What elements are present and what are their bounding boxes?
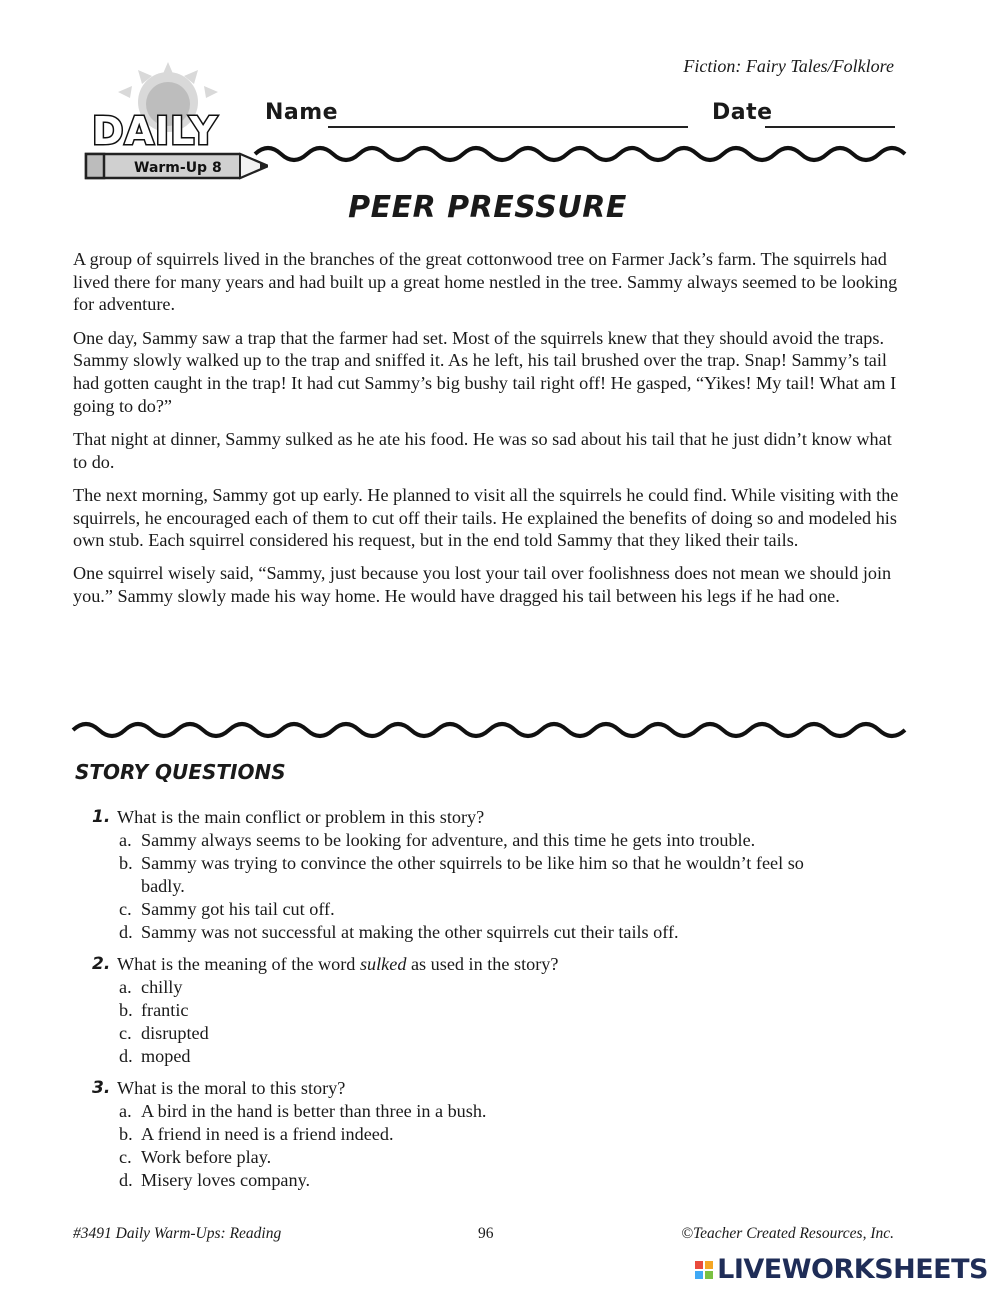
daily-warmup-logo-icon (78, 62, 268, 192)
liveworksheets-wordmark: LIVEWORKSHEETS (717, 1254, 988, 1285)
answer-option[interactable]: b. frantic (119, 1000, 189, 1020)
question-text: What is the meaning of the word sulked as used in the story? (117, 954, 559, 974)
logo-subtitle: Warm-Up 8 (134, 160, 222, 176)
answer-option[interactable]: a. chilly (119, 977, 183, 997)
answer-option[interactable]: d. Misery loves company. (119, 1170, 311, 1190)
page-number: 96 (478, 1225, 494, 1242)
story-paragraph: One day, Sammy saw a trap that the farmer had set. Most of the squirrels knew that they should avoid the traps. Sammy slowly walked up to the trap and sniffed it. As he left, his tail brushed over the trap. Snap! Sammy’s tail had gotten caught in the trap! It had cut Sammy’s big bushy tail right off! He gasped, “Yikes! My tail! What am I going to do?” (73, 327, 897, 416)
question-text: What is the main conflict or problem in this story? (117, 807, 485, 827)
answer-option[interactable]: b. Sammy was trying to convince the other squirrels to be like him so that he wouldn’t feel so badly. (119, 853, 804, 896)
name-input-line[interactable] (328, 126, 688, 128)
story-text (73, 248, 903, 618)
date-label: Date (712, 100, 773, 125)
name-label: Name (265, 100, 339, 125)
story-paragraph: That night at dinner, Sammy sulked as he ate his food. He was so sad about his tail that he just didn’t know what to do. (73, 428, 892, 472)
question-3 (92, 1077, 892, 1192)
answer-option[interactable]: d. Sammy was not successful at making the other squirrels cut their tails off. (119, 922, 679, 942)
date-input-line[interactable] (765, 126, 895, 128)
answer-option[interactable]: c. disrupted (119, 1023, 209, 1043)
answer-option[interactable]: a. A bird in the hand is better than three in a bush. (119, 1101, 487, 1121)
question-number: 1. (92, 807, 111, 827)
footer-book-title: #3491 Daily Warm-Ups: Reading (73, 1225, 282, 1242)
liveworksheets-logo (695, 1254, 988, 1285)
header-wave-divider (0, 140, 1000, 170)
question-1 (92, 806, 892, 944)
story-questions-heading: STORY QUESTIONS (75, 760, 286, 784)
footer-copyright: ©Teacher Created Resources, Inc. (681, 1225, 894, 1242)
answer-option[interactable]: c. Work before play. (119, 1147, 272, 1167)
question-2 (92, 953, 892, 1068)
questions-list (92, 806, 892, 1201)
answer-option[interactable]: c. Sammy got his tail cut off. (119, 899, 335, 919)
answer-option[interactable]: d. moped (119, 1046, 191, 1066)
page-title: PEER PRESSURE (348, 190, 627, 225)
section-wave-divider (0, 716, 1000, 746)
logo-word: DAILY (92, 109, 218, 153)
genre-label: Fiction: Fairy Tales/Folklore (683, 56, 894, 76)
answer-option[interactable]: b. A friend in need is a friend indeed. (119, 1124, 394, 1144)
answer-option[interactable]: a. Sammy always seems to be looking for adventure, and this time he gets into trouble. (119, 830, 756, 850)
question-number: 2. (92, 954, 111, 974)
question-number: 3. (92, 1078, 111, 1098)
story-paragraph: The next morning, Sammy got up early. He planned to visit all the squirrels he could find. While visiting with the squirrels, he encouraged each of them to cut off their tails. He explained the benefits of doing so and modeled his own stub. Each squirrel considered his request, but in the end told Sammy that they liked their tails. (73, 484, 899, 551)
story-paragraph: One squirrel wisely said, “Sammy, just because you lost your tail over foolishness does not mean we should join you.” Sammy slowly made his way home. He would have dragged his tail between his legs if he had one. (73, 563, 892, 607)
story-paragraph: A group of squirrels lived in the branches of the great cottonwood tree on Farmer Jack’s farm. The squirrels had lived there for many years and had built up a great home nestled in the tree. Sammy always seemed to be looking for adventure. (73, 249, 898, 315)
liveworksheets-blocks-icon (695, 1261, 713, 1279)
question-text: What is the moral to this story? (117, 1078, 346, 1098)
